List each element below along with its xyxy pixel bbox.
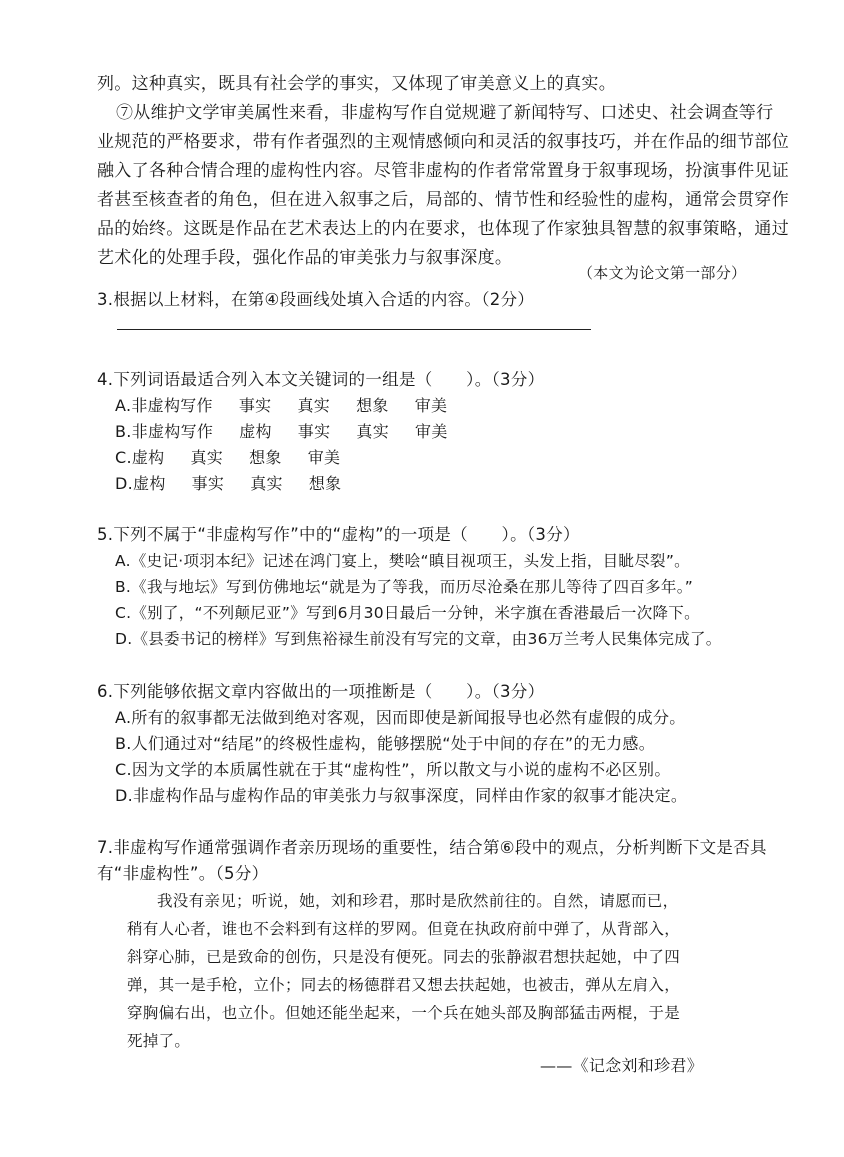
- option-label: D.: [115, 474, 134, 493]
- keyword: 虚构: [133, 474, 166, 493]
- question-6-option-c[interactable]: C.因为文学的本质属性就在于其“虚构性”，所以散文与小说的虚构不必区别。: [115, 760, 671, 779]
- question-5-stem: 5.下列不属于“非虚构写作”中的“虚构”的一项是（ ）。（3分）: [97, 525, 580, 544]
- keyword: 真实: [250, 474, 283, 493]
- quote-line: 穿胸偏右出，也立仆。但她还能坐起来，一个兵在她头部及胸部猛击两棍，于是: [127, 1004, 681, 1022]
- keyword: 真实: [356, 422, 390, 441]
- question-6-option-b[interactable]: B.人们通过对“结尾”的终极性虚构，能够摆脱“处于中间的存在”的无力感。: [115, 734, 656, 753]
- question-3-stem: 3.根据以上材料，在第④段画线处填入合适的内容。（2分）: [97, 290, 535, 309]
- question-5-option-d[interactable]: D.《县委书记的榜样》写到焦裕禄生前没有写完的文章，由36万兰考人民集体完成了。: [115, 630, 722, 648]
- passage-line: ⑦从维护文学审美属性来看，非虚构写作自觉规避了新闻特写、口述史、社会调查等行: [116, 103, 774, 123]
- passage-line: 融入了各种合情合理的虚构性内容。尽管非虚构的作者常常置身于叙事现场，扮演事件见证: [97, 161, 789, 181]
- question-6-option-d[interactable]: D.非虚构作品与虚构作品的审美张力与叙事深度，同样由作家的叙事才能决定。: [115, 786, 688, 805]
- question-6-stem: 6.下列能够依据文章内容做出的一项推断是（ ）。（3分）: [97, 682, 545, 701]
- keyword: 想象: [356, 396, 389, 415]
- question-4-stem: 4.下列词语最适合列入本文关键词的一组是（ ）。（3分）: [97, 370, 545, 389]
- question-4-option-c[interactable]: [115, 446, 366, 470]
- passage-line: 品的始终。这既是作品在艺术表达上的内在要求，也体现了作家独具智慧的叙事策略，通过: [97, 219, 789, 239]
- keyword: 真实: [190, 448, 224, 467]
- keyword: 审美: [307, 448, 341, 467]
- question-5-option-b[interactable]: B.《我与地坛》写到仿佛地坛“就是为了等我，而历尽沧桑在那儿等待了四百多年。”: [115, 578, 694, 596]
- question-4-option-b[interactable]: [115, 420, 474, 444]
- option-label: C.: [115, 448, 132, 467]
- quote-line: 死掉了。: [127, 1032, 191, 1050]
- keyword: 真实: [297, 396, 331, 415]
- passage-line: 者甚至核查者的角色，但在进入叙事之后，局部的、情节性和经验性的虚构，通常会贯穿作: [97, 190, 789, 210]
- quote-line: 稍有人心者，谁也不会料到有这样的罗网。但竟在执政府前中弹了，从背部入，: [127, 920, 681, 938]
- keyword: 事实: [297, 422, 331, 441]
- keyword: 虚构: [239, 422, 272, 441]
- keyword: 非虚构写作: [131, 422, 214, 441]
- keyword: 虚构: [131, 448, 165, 467]
- passage-line: 艺术化的处理手段，强化作品的审美张力与叙事深度。: [97, 248, 513, 268]
- keyword: 想象: [308, 474, 342, 493]
- question-6-option-a[interactable]: A.所有的叙事都无法做到绝对客观，因而即使是新闻报导也必然有虚假的成分。: [115, 708, 686, 727]
- question-4-option-d[interactable]: [115, 472, 367, 496]
- keyword: 事实: [191, 474, 225, 493]
- passage-line: 业规范的严格要求，带有作者强烈的主观情感倾向和灵活的叙事技巧，并在作品的细节部位: [97, 132, 789, 152]
- answer-blank-line[interactable]: [117, 329, 591, 330]
- quote-source: ——《记念刘和珍君》: [540, 1056, 704, 1075]
- keyword: 审美: [415, 422, 448, 441]
- question-7-stem-line1: 7.非虚构写作通常强调作者亲历现场的重要性，结合第⑥段中的观点，分析判断下文是否具: [97, 838, 767, 857]
- option-label: B.: [115, 422, 132, 441]
- keyword: 事实: [238, 396, 272, 415]
- question-7-stem-line2: 有“非虚构性”。（5分）: [97, 864, 269, 883]
- question-5-option-c[interactable]: C.《别了，“不列颠尼亚”》写到6月30日最后一分钟，米字旗在香港最后一次降下。: [115, 604, 700, 622]
- keyword: 非虚构写作: [131, 396, 213, 415]
- keyword: 想象: [249, 448, 282, 467]
- option-label: A.: [115, 396, 132, 415]
- quote-line: 斜穿心肺，已是致命的创伤，只是没有便死。同去的张静淑君想扶起她，中了四: [127, 948, 681, 966]
- quote-line: 我没有亲见；听说，她，刘和珍君，那时是欣然前往的。自然，请愿而已，: [157, 892, 679, 910]
- question-4-option-a[interactable]: [115, 394, 473, 418]
- keyword: 审美: [414, 396, 448, 415]
- quote-line: 弹，其一是手枪，立仆；同去的杨德群君又想去扶起她，也被击，弹从左肩入，: [127, 976, 681, 994]
- passage-line: 列。这种真实，既具有社会学的事实，又体现了审美意义上的真实。: [97, 74, 616, 94]
- question-5-option-a[interactable]: A.《史记·项羽本纪》记述在鸿门宴上，樊哙“瞋目视项王，头发上指，目眦尽裂”。: [115, 552, 690, 570]
- passage-note: （本文为论文第一部分）: [578, 264, 747, 282]
